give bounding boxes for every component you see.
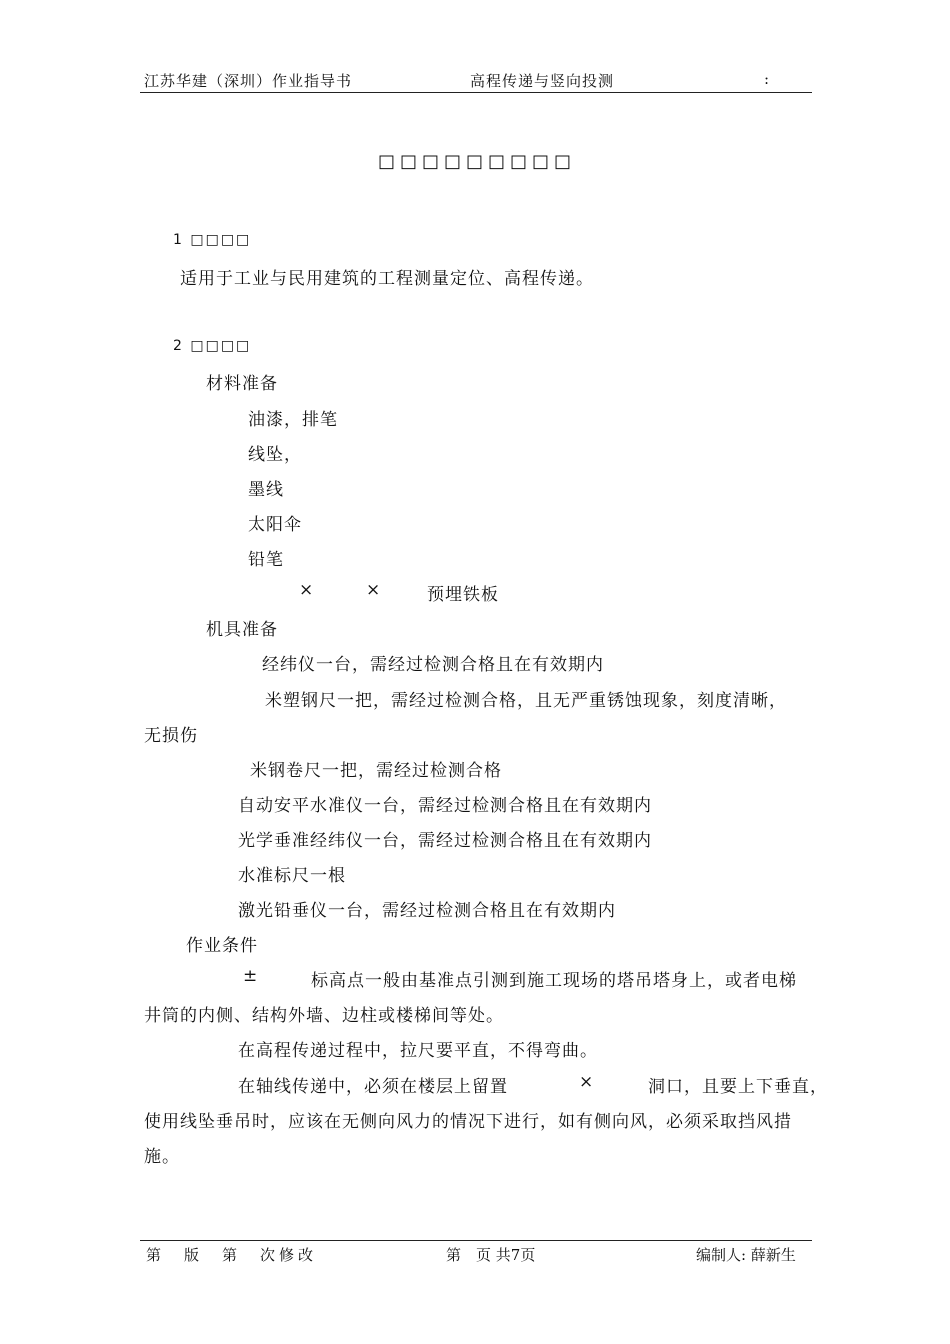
condition-text: 洞口，且要上下垂直，: [648, 1077, 828, 1097]
footer-page-label: 第 页 共: [446, 1246, 511, 1264]
condition-text: 标高点一般由基准点引测到施工现场的塔吊塔身上，或者电梯: [311, 971, 797, 991]
tool-item: 自动安平水准仪一台，需经过检测合格且在有效期内: [238, 796, 652, 816]
steel-plate-label: 预埋铁板: [427, 585, 499, 605]
condition-text-continued: 使用线坠垂吊时，应该在无侧向风力的情况下进行，如有侧向风，必须采取挡风措: [144, 1112, 792, 1132]
header-rule: [140, 92, 812, 93]
condition-text-continued: 施。: [144, 1147, 180, 1167]
footer-page-unit: 页: [520, 1246, 536, 1264]
material-item: 铅笔: [248, 550, 284, 570]
condition-text-continued: 井筒的内侧、结构外墙、边柱或楼梯间等处。: [144, 1006, 504, 1026]
tool-item: 经纬仪一台，需经过检测合格且在有效期内: [262, 655, 604, 675]
section-2-heading: 2 □□□□: [173, 338, 252, 354]
footer-page-info: [446, 1244, 535, 1265]
condition-plusminus: ±: [243, 966, 259, 986]
footer-page-total: 7: [510, 1246, 521, 1264]
steel-plate-times-2: ×: [366, 580, 382, 600]
material-item: 墨线: [248, 480, 284, 500]
tools-heading: 机具准备: [206, 620, 278, 640]
tool-item: 激光铅垂仪一台，需经过检测合格且在有效期内: [238, 901, 616, 921]
condition-text: 在轴线传递中，必须在楼层上留置: [238, 1077, 508, 1097]
material-item: 太阳伞: [248, 515, 302, 535]
page-title: □□□□□□□□□: [378, 151, 577, 172]
tool-item: 水准标尺一根: [238, 866, 346, 886]
materials-heading: 材料准备: [206, 374, 278, 394]
footer-editor: 编制人: 薛新生: [696, 1246, 796, 1264]
footer-revision: 第 版 第 次修改: [146, 1246, 318, 1264]
section-1-heading: 1 □□□□: [173, 232, 252, 248]
header-right-mark: :: [764, 70, 771, 88]
condition-text: 在高程传递过程中，拉尺要平直，不得弯曲。: [238, 1041, 598, 1061]
tool-item-continued: 无损伤: [144, 726, 198, 746]
header-doc-topic: 高程传递与竖向投测: [470, 72, 615, 90]
steel-plate-times-1: ×: [299, 580, 315, 600]
footer-rule: [140, 1240, 812, 1241]
tool-item: 米塑钢尺一把，需经过检测合格，且无严重锈蚀现象，刻度清晰，: [265, 691, 787, 711]
material-item: 线坠，: [248, 445, 302, 465]
condition-times: ×: [579, 1072, 595, 1092]
tool-item: 米钢卷尺一把，需经过检测合格: [250, 761, 502, 781]
conditions-heading: 作业条件: [186, 936, 258, 956]
material-item: 油漆，排笔: [248, 410, 338, 430]
tool-item: 光学垂准经纬仪一台，需经过检测合格且在有效期内: [238, 831, 652, 851]
header-doc-name: 江苏华建（深圳）作业指导书: [144, 72, 353, 90]
section-1-text: 适用于工业与民用建筑的工程测量定位、高程传递。: [180, 269, 594, 289]
